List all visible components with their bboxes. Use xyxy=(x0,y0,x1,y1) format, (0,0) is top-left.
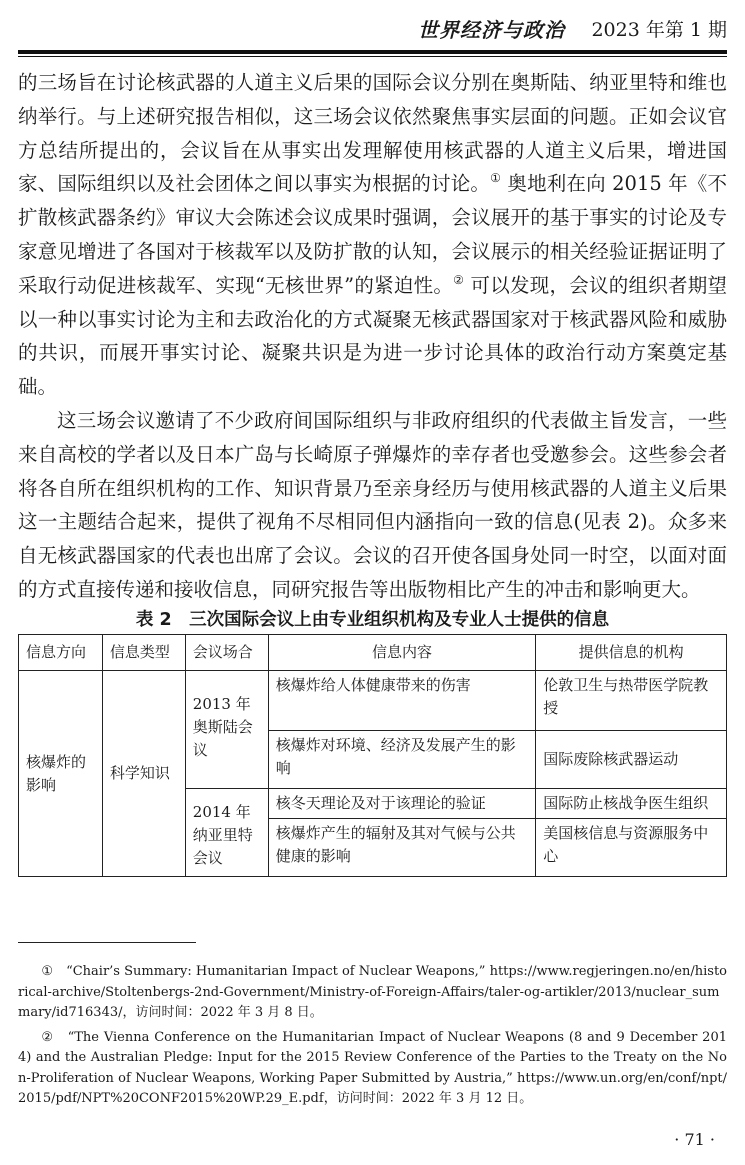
footnotes xyxy=(18,962,727,1114)
cell-content: 核冬天理论及对于该理论的验证 xyxy=(268,789,536,819)
page-number: · 71 · xyxy=(674,1130,715,1149)
header-meeting: 会议场合 xyxy=(185,635,268,671)
cell-org: 国际废除核武器运动 xyxy=(536,731,727,789)
cell-content: 核爆炸产生的辐射及其对气候与公共健康的影响 xyxy=(268,819,536,877)
paragraph-1 xyxy=(18,66,727,404)
cell-type: 科学知识 xyxy=(102,671,185,877)
footnote-1-text: “Chair’s Summary: Humanitarian Impact of Nuclear Weapons,” https://www.regjeringen.no/en/historical-archive/Stoltenbergs-2nd-Government/Ministry-of-Foreign-Affairs/taler-og-artikler/2013/nuclear_summary/id716343/，访问时间：2022 年 3 月 8 日。 xyxy=(18,964,728,1020)
journal-title: 世界经济与政治 xyxy=(418,18,565,42)
cell-org: 国际防止核战争医生组织 xyxy=(536,789,727,819)
info-table xyxy=(18,634,727,877)
cell-content: 核爆炸对环境、经济及发展产生的影响 xyxy=(268,731,536,789)
header-org: 提供信息的机构 xyxy=(536,635,727,671)
cell-content: 核爆炸给人体健康带来的伤害 xyxy=(268,671,536,731)
table-title: 表 2 三次国际会议上由专业组织机构及专业人士提供的信息 xyxy=(135,610,610,630)
header-rule-thin xyxy=(18,56,727,57)
cell-direction: 核爆炸的影响 xyxy=(19,671,103,877)
cell-org: 美国核信息与资源服务中心 xyxy=(536,819,727,877)
cell-org: 伦敦卫生与热带医学院教授 xyxy=(536,671,727,731)
header-type: 信息类型 xyxy=(102,635,185,671)
footnote-1-mark: ① xyxy=(41,964,54,979)
header-direction: 信息方向 xyxy=(19,635,103,671)
footnote-1 xyxy=(18,962,727,1024)
footnote-rule xyxy=(18,942,196,943)
running-header xyxy=(18,10,727,46)
issue-label: 2023 年第 1 期 xyxy=(591,19,727,41)
header-content: 信息内容 xyxy=(268,635,536,671)
paragraph-1-part-3: 可以发现，会议的组织者期望以一种以事实讨论为主和去政治化的方式凝聚无核武器国家对于核武器风险和威胁的共识，而展开事实讨论、凝聚共识是为进一步讨论具体的政治行动方案奠定基础。 xyxy=(18,273,727,399)
paragraph-2: 这三场会议邀请了不少政府间国际组织与非政府组织的代表做主旨发言，一些来自高校的学者以及日本广岛与长崎原子弹爆炸的幸存者也受邀参会。这些参会者将各自所在组织机构的工作、知识背景乃至亲身经历与使用核武器的人道主义后果这一主题结合起来，提供了视角不尽相同但内涵指向一致的信息(见表 2)。众多来自无核武器国家的代表也出席了会议。会议的召开使各国身处同一时空，以面对面的方式直接传递和接收信息，同研究报告等出版物相比产生的冲击和影响更大。 xyxy=(18,408,727,601)
footnote-2-mark: ② xyxy=(41,1029,54,1045)
footnote-2 xyxy=(18,1028,727,1110)
table-header-row xyxy=(19,635,727,671)
paragraph-1-part-1: 的三场旨在讨论核武器的人道主义后果的国际会议分别在奥斯陆、纳亚里特和维也纳举行。与上述研究报告相似，这三场会议依然聚焦事实层面的问题。正如会议官方总结所提出的，会议旨在从事实出发理解使用核武器的人道主义后果，增进国家、国际组织以及社会团体之间以事实为根据的讨论。 xyxy=(18,71,727,196)
cell-meeting-oslo: 2013 年奥斯陆会议 xyxy=(185,671,268,789)
footnote-2-text: “The Vienna Conference on the Humanitarian Impact of Nuclear Weapons (8 and 9 December 2014) and the Australian Pledge: Input for the 2015 Review Conference of the Parties to the Treaty on the Non-Proliferation of Nuclear Weapons, Working Paper Submitted by Austria,” https://www.un.org/en/conf/npt/2015/pdf/NPT%20CONF2015%20WP.29_E.pdf，访问时间：2022 年 3 月 12 日。 xyxy=(18,1029,727,1106)
body-text xyxy=(18,66,727,607)
footnote-ref-2: ② xyxy=(453,272,465,287)
table-row xyxy=(19,671,727,731)
header-rule-thick xyxy=(18,50,727,54)
cell-meeting-nayarit: 2014 年纳亚里特会议 xyxy=(185,789,268,877)
paragraph-1-part-2: 奥地利在向 2015 年《不扩散核武器条约》审议大会陈述会议成果时强调，会议展开的基于事实的讨论及专家意见增进了各国对于核裁军以及防扩散的认知，会议展示的相关经验证据证明了采取行动促进核裁军、实现“无核世界”的紧迫性。 xyxy=(18,172,727,297)
footnote-ref-1: ① xyxy=(490,171,502,186)
